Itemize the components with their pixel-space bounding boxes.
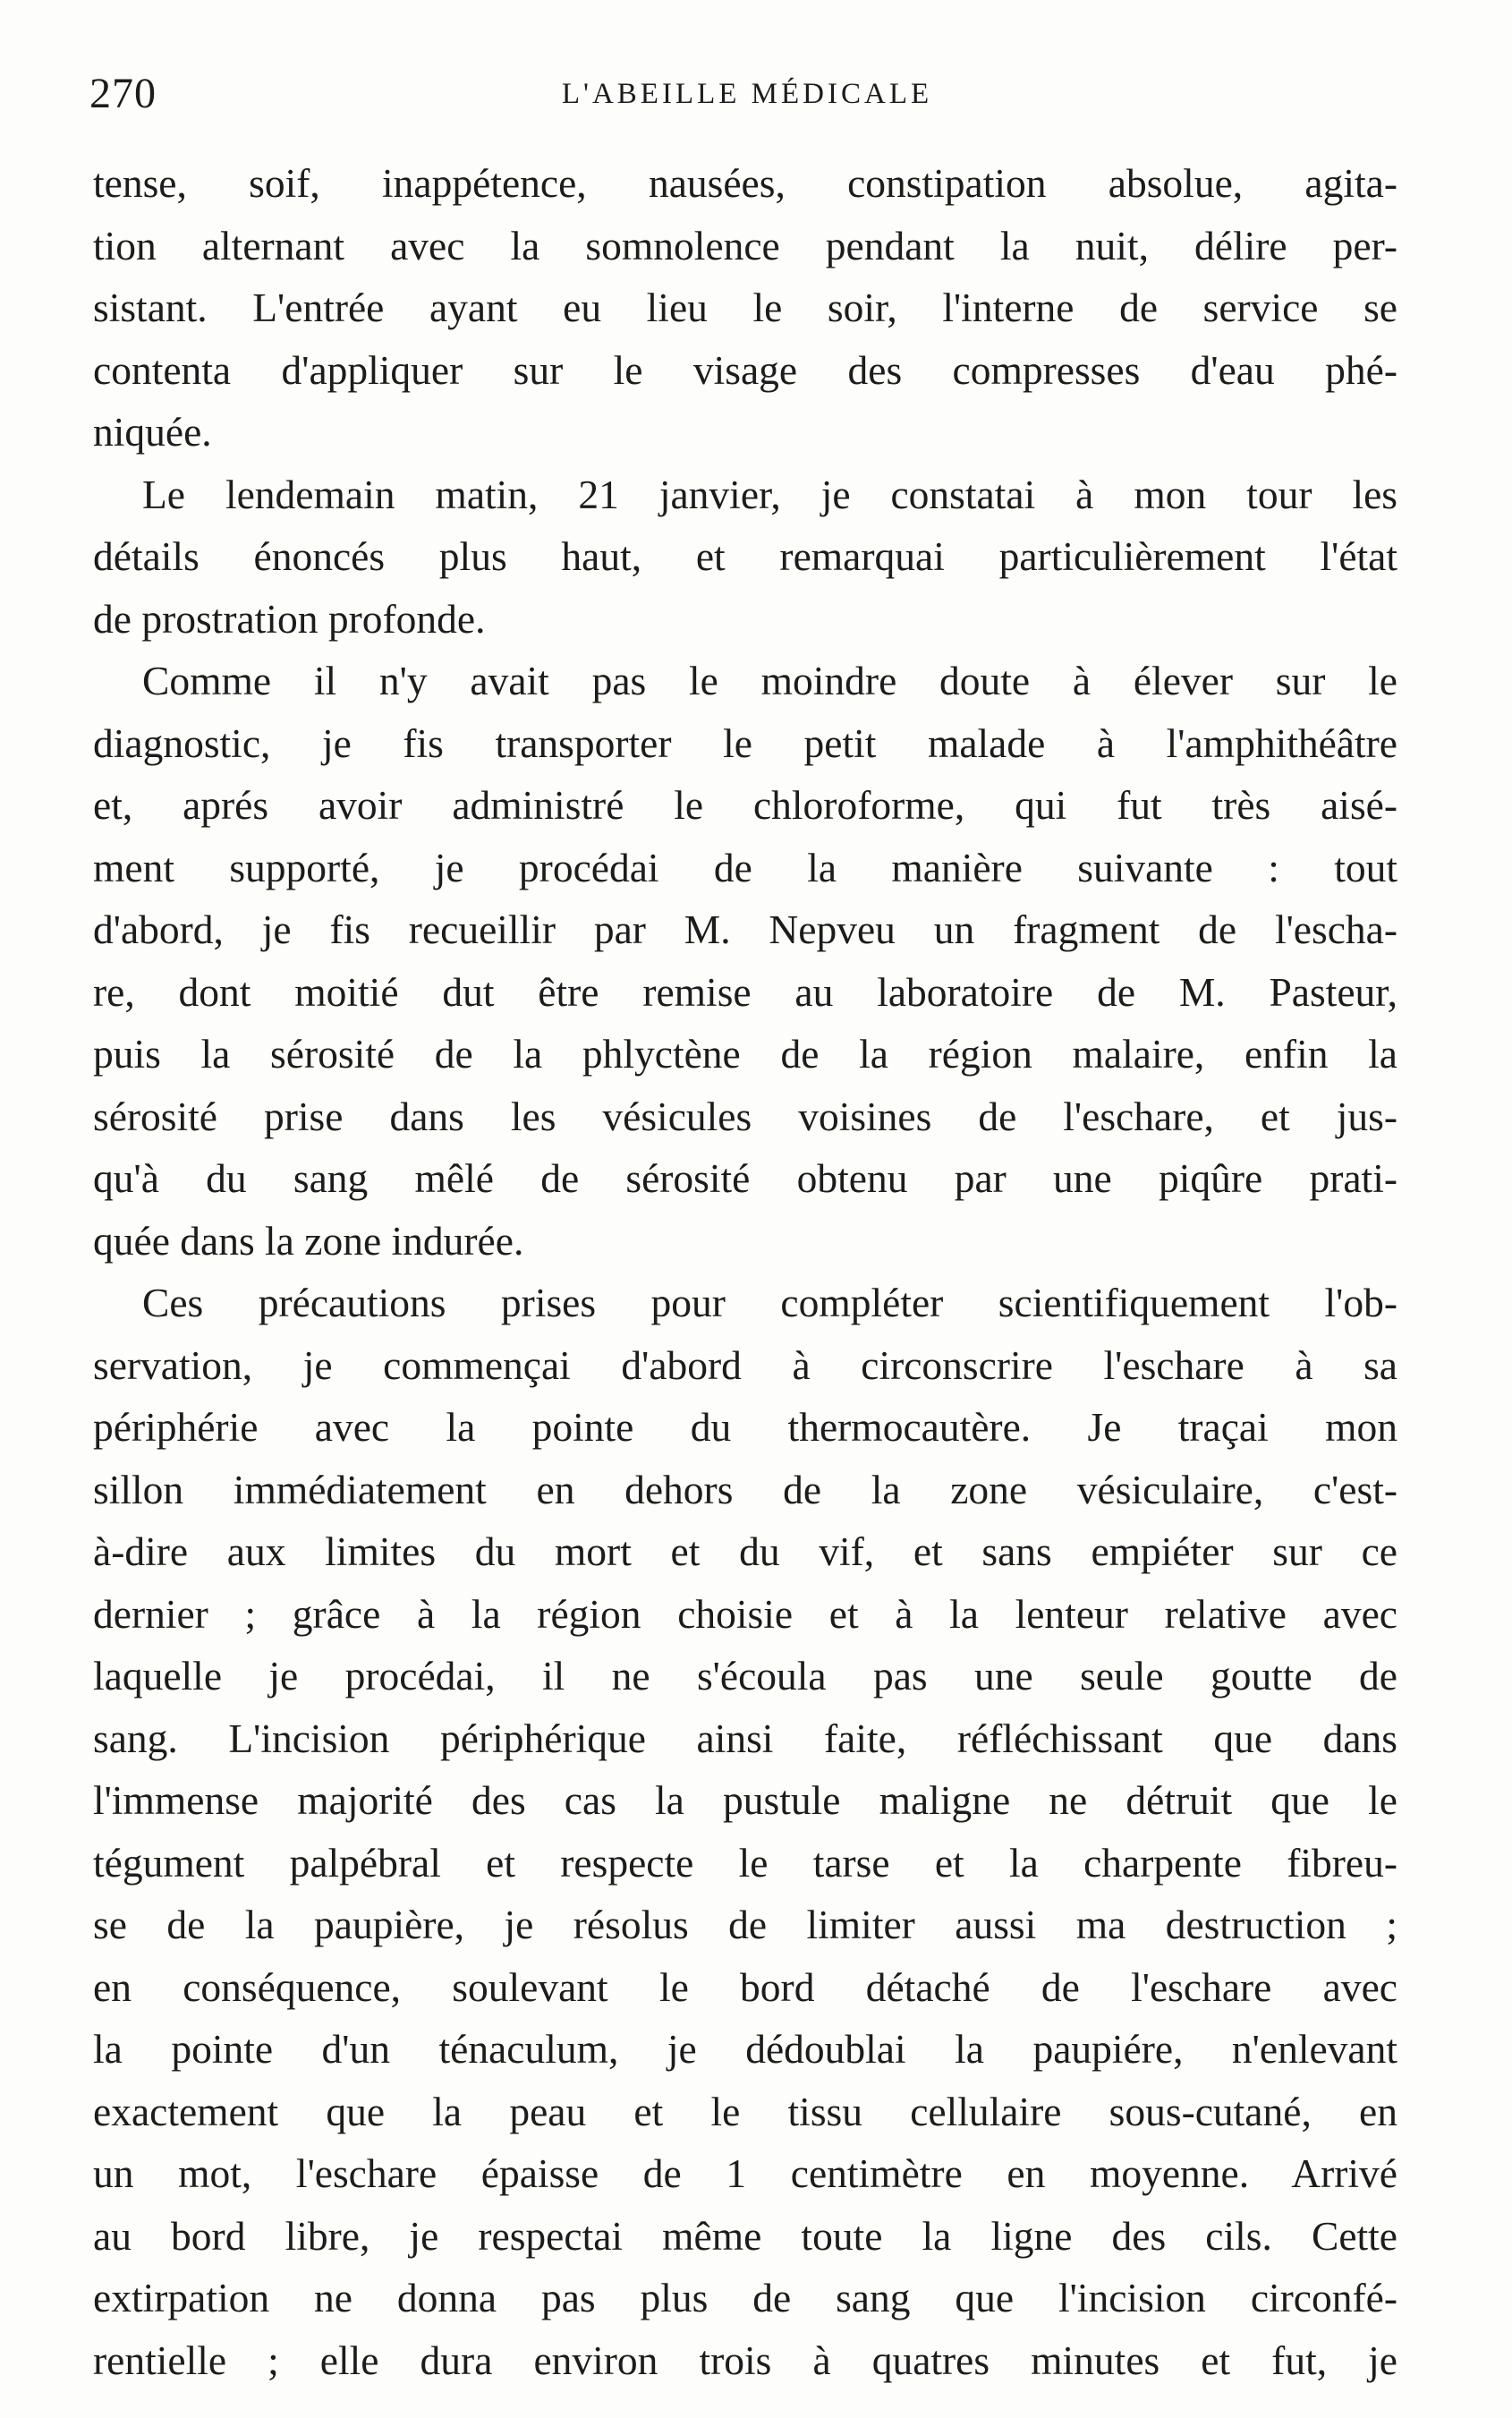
text-line: quée dans la zone indurée. xyxy=(93,1217,524,1264)
text-line: dernier ; grâce à la région choisie et à la lenteur relative avec xyxy=(93,1590,1397,1637)
text-line: Ces précautions prises pour compléter scientifiquement l'ob- xyxy=(142,1280,1397,1325)
paragraph xyxy=(93,1272,1397,2391)
text-line: tégument palpébral et respecte le tarse et la charpente fibreu- xyxy=(93,1839,1397,1886)
text-line: niquée. xyxy=(93,409,212,455)
text-line: l'immense majorité des cas la pustule maligne ne détruit que le xyxy=(93,1777,1397,1823)
text-line: détails énoncés plus haut, et remarquai particulièrement l'état xyxy=(93,533,1397,579)
text-line: sérosité prise dans les vésicules voisines de l'eschare, et jus- xyxy=(93,1093,1397,1139)
text-line: tion alternant avec la somnolence pendant la nuit, délire per- xyxy=(93,222,1397,268)
text-line: Le lendemain matin, 21 janvier, je constatai à mon tour les xyxy=(142,471,1397,517)
text-line: un mot, l'eschare épaisse de 1 centimètre en moyenne. Arrivé xyxy=(93,2150,1397,2196)
page-header xyxy=(89,63,1405,125)
text-line: au bord libre, je respectai même toute la ligne des cils. Cette xyxy=(93,2212,1397,2259)
text-line: en conséquence, soulevant le bord détaché de l'eschare avec xyxy=(93,1963,1397,2010)
paragraph xyxy=(93,152,1397,464)
text-line: ment supporté, je procédai de la manière suivante : tout xyxy=(93,844,1397,890)
text-line: se de la paupière, je résolus de limiter aussi ma destruction ; xyxy=(93,1902,1397,1947)
text-line: laquelle je procédai, il ne s'écoula pas une seule goutte de xyxy=(93,1653,1397,1699)
paragraph xyxy=(93,464,1397,651)
text-line: qu'à du sang mêlé de sérosité obtenu par une piqûre prati- xyxy=(93,1155,1397,1201)
text-line: diagnostic, je fis transporter le petit malade à l'amphithéâtre xyxy=(93,719,1397,766)
paragraph xyxy=(93,650,1397,1272)
text-line: d'abord, je fis recueillir par M. Nepveu un fragment de l'escha- xyxy=(93,907,1397,952)
text-line: extirpation ne donna pas plus de sang que l'incision circonfé- xyxy=(93,2275,1397,2320)
text-line: sistant. L'entrée ayant eu lieu le soir, l'interne de service se xyxy=(93,285,1397,330)
text-line: périphérie avec la pointe du thermocautère. Je traçai mon xyxy=(93,1404,1397,1450)
text-line: à-dire aux limites du mort et du vif, et sans empiéter sur ce xyxy=(93,1528,1397,1574)
text-line: contenta d'appliquer sur le visage des compresses d'eau phé- xyxy=(93,346,1397,393)
text-line: rentielle ; elle dura environ trois à quatres minutes et fut, je xyxy=(93,2337,1397,2383)
text-line: et, aprés avoir administré le chloroforme, qui fut très aisé- xyxy=(93,782,1397,828)
running-head: L'ABEILLE MÉDICALE xyxy=(561,78,933,110)
text-line: la pointe d'un ténaculum, je dédoublai la paupiére, n'enlevant xyxy=(93,2026,1397,2072)
text-line: de prostration profonde. xyxy=(93,595,486,642)
text-line: puis la sérosité de la phlyctène de la région malaire, enfin la xyxy=(93,1031,1397,1077)
text-line: exactement que la peau et le tissu cellulaire sous-cutané, en xyxy=(93,2088,1397,2134)
text-line: servation, je commençai d'abord à circonscrire l'eschare à sa xyxy=(93,1341,1397,1388)
text-line: Comme il n'y avait pas le moindre doute à élever sur le xyxy=(142,658,1397,703)
text-line: tense, soif, inappétence, nausées, constipation absolue, agita- xyxy=(93,160,1397,206)
page-number: 270 xyxy=(89,70,157,117)
body-text xyxy=(93,152,1397,2391)
text-line: sillon immédiatement en dehors de la zone vésiculaire, c'est- xyxy=(93,1466,1397,1512)
text-line: re, dont moitié dut être remise au laboratoire de M. Pasteur, xyxy=(93,968,1397,1015)
text-line: sang. L'incision périphérique ainsi faite, réfléchissant que dans xyxy=(93,1715,1397,1761)
